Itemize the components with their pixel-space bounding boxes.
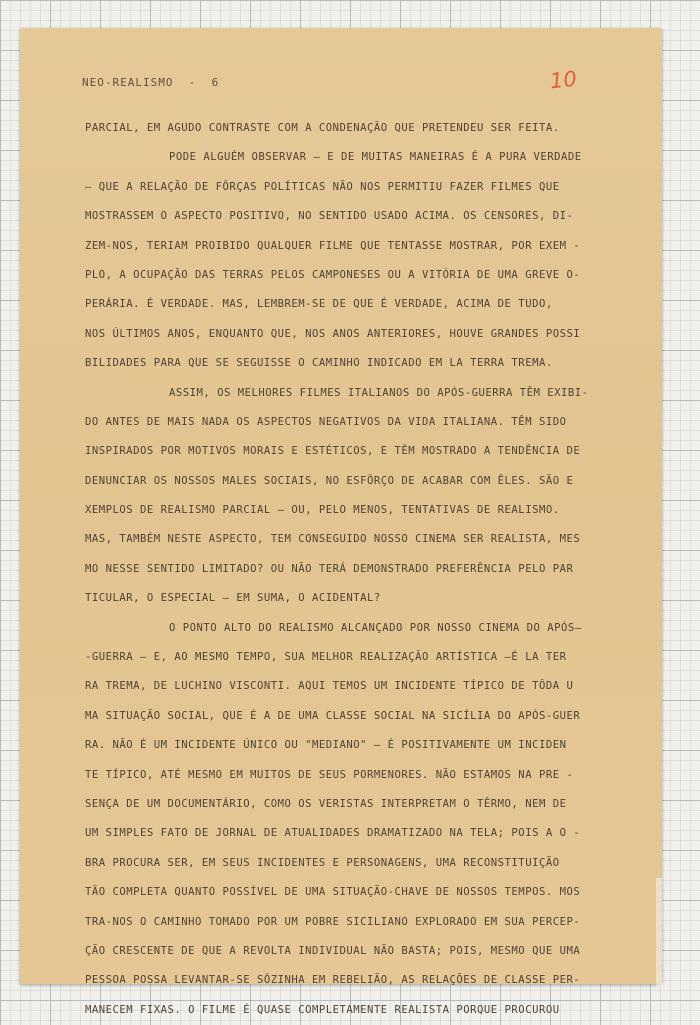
text-line: MAS, TAMBÉM NESTE ASPECTO, TEM CONSEGUIDO NOSSO CINEMA SER REALISTA, MES <box>85 533 581 546</box>
text-line: O PONTO ALTO DO REALISMO ALCANÇADO POR NOSSO CINEMA DO APÓS— <box>169 621 582 634</box>
text-line: PESSOA POSSA LEVANTAR-SE SÔZINHA EM REBELIÃO, AS RELAÇÕES DE CLASSE PER- <box>85 974 581 987</box>
text-line: PODE ALGUÉM OBSERVAR — E DE MUITAS MANEIRAS É A PURA VERDADE <box>169 151 582 164</box>
text-line: MA SITUAÇÃO SOCIAL, QUE É A DE UMA CLASSE SOCIAL NA SICÍLIA DO APÓS-GUER <box>85 709 581 722</box>
text-line: TE TÍPICO, ATÉ MESMO EM MUITOS DE SEUS PORMENORES. NÃO ESTAMOS NA PRE - <box>85 768 574 781</box>
text-line: ZEM-NOS, TERIAM PROIBIDO QUALQUER FILME QUE TENTASSE MOSTRAR, POR EXEM - <box>85 239 581 252</box>
text-line: -GUERRA — E, AO MESMO TEMPO, SUA MELHOR REALIZAÇÃO ARTÍSTICA —É LA TER <box>85 651 567 664</box>
text-line: TICULAR, O ESPECIAL — EM SUMA, O ACIDENTAL? <box>85 592 381 605</box>
text-line: SENÇA DE UM DOCUMENTÁRIO, COMO OS VERISTAS INTERPRETAM O TÊRMO, NEM DE <box>85 797 567 810</box>
text-line: BRA PROCURA SER, EM SEUS INCIDENTES E PERSONAGENS, UMA RECONSTITUIÇÃO <box>85 856 560 869</box>
text-line: ÇÃO CRESCENTE DE QUE A REVOLTA INDIVIDUAL NÃO BASTA; POIS, MESMO QUE UMA <box>85 944 581 957</box>
text-line: DO ANTES DE MAIS NADA OS ASPECTOS NEGATIVOS DA VIDA ITALIANA. TÊM SIDO <box>85 415 567 428</box>
text-line: RA TREMA, DE LUCHINO VISCONTI. AQUI TEMOS UM INCIDENTE TÍPICO DE TÔDA U <box>85 680 574 693</box>
text-line: RA. NÃO É UM INCIDENTE ÚNICO OU "MEDIANO" — É POSITIVAMENTE UM INCIDEN <box>85 739 567 752</box>
text-line: DENUNCIAR OS NOSSOS MALES SOCIAIS, NO ESFÔRÇO DE ACABAR COM ÊLES. SÃO E <box>85 474 574 487</box>
text-line: PLO, A OCUPAÇÃO DAS TERRAS PELOS CAMPONESES OU A VITÓRIA DE UMA GREVE O- <box>85 268 581 281</box>
text-line: UM SIMPLES FATO DE JORNAL DE ATUALIDADES DRAMATIZADO NA TELA; POIS A O - <box>85 827 581 840</box>
handwritten-page-number: 10 <box>548 66 578 94</box>
text-line: NOS ÚLTIMOS ANOS, ENQUANTO QUE, NOS ANOS ANTERIORES, HOUVE GRANDES POSSI <box>85 327 581 340</box>
text-line: — QUE A RELAÇÃO DE FÔRÇAS POLÍTICAS NÃO NOS PERMITIU FAZER FILMES QUE <box>85 180 560 193</box>
text-line: MANECEM FIXAS. O FILME É QUASE COMPLETAMENTE REALISTA PORQUE PROCUROU <box>85 1003 560 1016</box>
text-line: MO NESSE SENTIDO LIMITADO? OU NÃO TERÁ DEMONSTRADO PREFERÊNCIA PELO PAR <box>85 562 574 575</box>
body-text <box>85 114 645 1025</box>
text-line: PERÁRIA. É VERDADE. MAS, LEMBREM-SE DE QUE É VERDADE, ACIMA DE TUDO, <box>85 298 553 311</box>
typewritten-page <box>20 28 662 1016</box>
text-line: INSPIRADOS POR MOTIVOS MORAIS E ESTÉTICOS, E TÊM MOSTRADO A TENDÊNCIA DE <box>85 445 581 458</box>
text-line: ASSIM, OS MELHORES FILMES ITALIANOS DO APÓS-GUERRA TÊM EXIBI- <box>169 386 589 399</box>
text-line: PARCIAL, EM AGUDO CONTRASTE COM A CONDENAÇÃO QUE PRETENDEU SER FEITA. <box>85 122 560 134</box>
text-line: BILIDADES PARA QUE SE SEGUISSE O CAMINHO INDICADO EM LA TERRA TREMA. <box>85 357 553 370</box>
torn-edge <box>656 878 662 988</box>
text-line: MOSTRASSEM O ASPECTO POSITIVO, NO SENTIDO USADO ACIMA. OS CENSORES, DI- <box>85 210 574 223</box>
text-line: XEMPLOS DE REALISMO PARCIAL — OU, PELO MENOS, TENTATIVAS DE REALISMO. <box>85 504 560 517</box>
text-line: TÃO COMPLETA QUANTO POSSÍVEL DE UMA SITUAÇÃO-CHAVE DE NOSSOS TEMPOS. MOS <box>85 886 581 899</box>
text-line: TRA-NOS O CAMINHO TOMADO POR UM POBRE SICILIANO EXPLORADO EM SUA PERCEP- <box>85 915 581 928</box>
page-header: NEO-REALISMO - 6 <box>82 76 220 89</box>
